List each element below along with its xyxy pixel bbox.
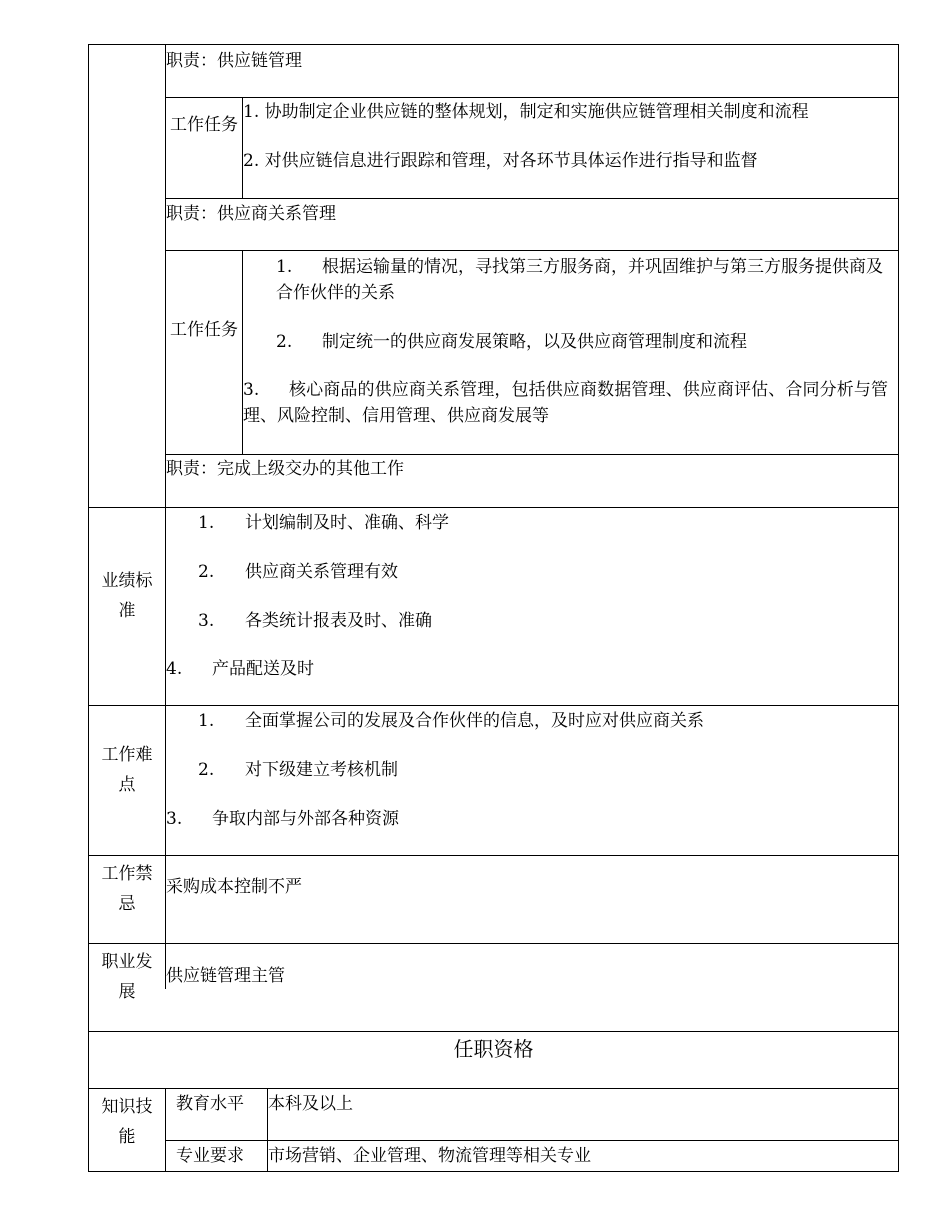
difficulties-label — [98, 740, 156, 800]
knowledge-label — [98, 1092, 156, 1152]
row-line — [165, 198, 899, 199]
career-text: 供应链管理主管 — [166, 966, 285, 986]
section-line — [88, 507, 899, 508]
difficulties-label-text: 工作难点 — [101, 745, 153, 795]
list-item: 产品配送及时 — [212, 659, 314, 679]
row-line — [165, 250, 899, 251]
task-item: 2. 对供应链信息进行跟踪和管理，对各环节具体运作进行指导和监督 — [243, 151, 758, 171]
list-item: 计划编制及时、准确、科学 — [245, 513, 449, 533]
section-line — [88, 1088, 899, 1089]
taboos-label-text: 工作禁忌 — [101, 864, 153, 914]
task-label — [168, 112, 240, 138]
table-border-left — [88, 44, 89, 1172]
list-number: 1. — [198, 513, 215, 533]
duty-title: 职责：供应链管理 — [166, 51, 302, 71]
task-label — [168, 317, 240, 343]
career-label-text: 职业发展 — [101, 952, 153, 1002]
row-line — [165, 454, 899, 455]
section-line — [88, 855, 899, 856]
list-item: 供应商关系管理有效 — [245, 562, 398, 582]
performance-label — [98, 566, 156, 626]
label-column-divider — [165, 44, 166, 989]
list-number: 1. — [198, 711, 215, 731]
qual-row-value: 本科及以上 — [268, 1094, 353, 1114]
task-label-text: 工作任务 — [170, 320, 238, 340]
task-item: 核心商品的供应商关系管理，包括供应商数据管理、供应商评估、合同分析与管理、风险控制、信用管理、供应商发展等 — [243, 380, 888, 426]
list-item: 争取内部与外部各种资源 — [212, 809, 399, 829]
performance-label-text: 业绩标准 — [101, 571, 153, 621]
task-number: 1. — [276, 257, 293, 277]
section-line — [88, 705, 899, 706]
task-item: 根据运输量的情况，寻找第三方服务商，并巩固维护与第三方服务提供商及合作伙伴的关系 — [276, 257, 883, 303]
list-item: 对下级建立考核机制 — [245, 760, 398, 780]
qual-row-label: 专业要求 — [176, 1146, 244, 1166]
list-number: 3. — [166, 809, 183, 829]
qualifications-title: 任职资格 — [453, 1037, 534, 1061]
task-number: 2. — [276, 332, 293, 352]
task-item: 制定统一的供应商发展策略，以及供应商管理制度和流程 — [322, 332, 747, 352]
section-line — [88, 943, 899, 944]
qual-row-value: 市场营销、企业管理、物流管理等相关专业 — [268, 1146, 591, 1166]
taboos-text: 采购成本控制不严 — [166, 877, 302, 897]
duty-title: 职责：供应商关系管理 — [166, 204, 336, 224]
row-line — [165, 97, 899, 98]
label-column-divider-lower — [165, 1088, 166, 1172]
list-item: 全面掌握公司的发展及合作伙伴的信息，及时应对供应商关系 — [245, 711, 704, 731]
taboos-label — [98, 859, 156, 919]
task-item: 1. 协助制定企业供应链的整体规划，制定和实施供应链管理相关制度和流程 — [243, 102, 809, 122]
section-line — [88, 1031, 899, 1032]
knowledge-label-text: 知识技能 — [101, 1097, 153, 1147]
table-border-top — [88, 44, 899, 45]
job-description-table — [88, 44, 899, 1172]
task-label-text: 工作任务 — [170, 115, 238, 135]
list-number: 4. — [166, 659, 183, 679]
qual-row-line — [165, 1140, 899, 1141]
table-border-right — [898, 44, 899, 1172]
task-number: 3. — [243, 380, 260, 400]
career-label — [98, 947, 156, 1007]
duty-title: 职责：完成上级交办的其他工作 — [166, 459, 404, 479]
list-number: 2. — [198, 562, 215, 582]
table-border-bottom — [88, 1171, 899, 1172]
qual-row-label: 教育水平 — [176, 1094, 244, 1114]
list-number: 3. — [198, 611, 215, 631]
list-item: 各类统计报表及时、准确 — [245, 611, 432, 631]
list-number: 2. — [198, 760, 215, 780]
